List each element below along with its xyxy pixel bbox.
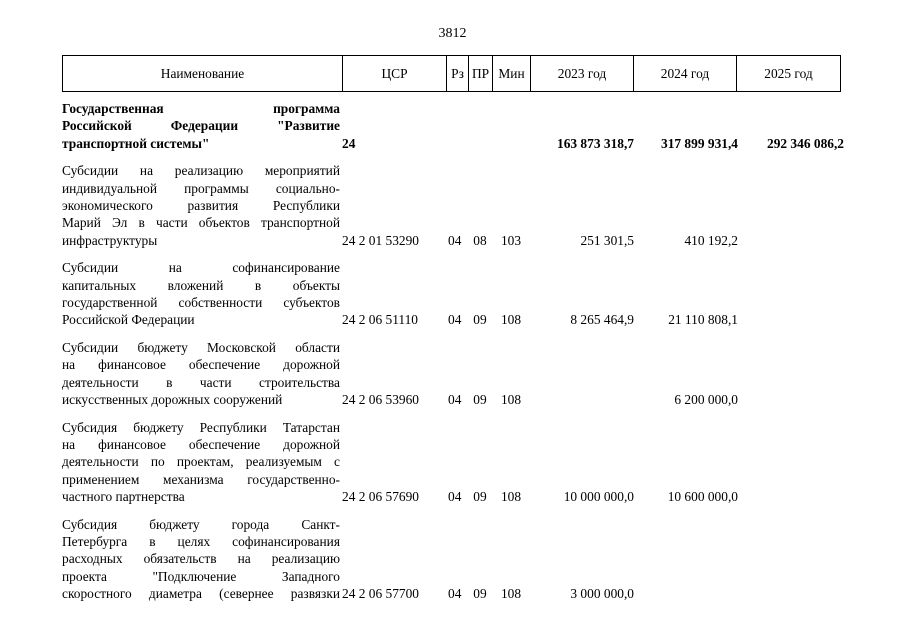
header-name: Наименование [63, 56, 343, 92]
row-name-line: деятельности в части строительства [62, 374, 340, 390]
row-2024: 21 110 808,1 [668, 312, 738, 328]
table-row [62, 162, 844, 249]
row-name-line: капитальных вложений в объекты [62, 277, 340, 293]
row-rz: 04 [448, 586, 462, 602]
row-csr: 24 2 01 53290 [342, 232, 419, 248]
row-2023: 163 873 318,7 [557, 135, 634, 151]
row-name [62, 162, 340, 249]
row-name [62, 419, 340, 506]
row-name-line: экономического развития Республики [62, 198, 340, 214]
table-row [62, 259, 844, 329]
row-min: 108 [500, 312, 522, 328]
header-pr: ПР [469, 56, 493, 92]
header-csr: ЦСР [343, 56, 447, 92]
row-name-line: применением механизма государственно- [62, 471, 340, 487]
row-name [62, 100, 340, 152]
row-min: 108 [500, 586, 522, 602]
row-csr: 24 [342, 135, 356, 151]
row-pr: 09 [473, 392, 487, 408]
row-2023: 251 301,5 [580, 232, 634, 248]
row-name-line: индивидуальной программы социально- [62, 180, 340, 196]
row-name-line: на финансовое обеспечение дорожной [62, 436, 340, 452]
row-name-line: Государственная программа [62, 101, 340, 116]
row-pr: 09 [473, 312, 487, 328]
row-min: 108 [500, 392, 522, 408]
header-2023: 2023 год [531, 56, 634, 92]
row-2025: 292 346 086,2 [767, 135, 844, 151]
row-name-line: Субсидии на реализацию мероприятий [62, 163, 340, 179]
header-min: Мин [493, 56, 531, 92]
row-rz: 04 [448, 489, 462, 505]
row-name-line: проекта "Подключение Западного [62, 568, 340, 584]
row-name-line: Российской Федерации "Развитие [62, 118, 340, 134]
row-name-line: скоростного диаметра (севернее развязки [62, 586, 340, 602]
row-2024: 10 600 000,0 [667, 489, 738, 505]
table-body [62, 100, 844, 613]
row-rz: 04 [448, 392, 462, 408]
table-row [62, 419, 844, 506]
row-rz: 04 [448, 232, 462, 248]
row-2023: 3 000 000,0 [570, 586, 634, 602]
row-rz: 04 [448, 312, 462, 328]
table-row [62, 516, 844, 603]
row-2024: 410 192,2 [684, 232, 738, 248]
header-2024: 2024 год [634, 56, 737, 92]
row-name-line: расходных обязательств на реализацию [62, 551, 340, 567]
table-header [62, 55, 841, 92]
row-pr: 08 [473, 232, 487, 248]
row-name-line: частного партнерства [62, 489, 185, 505]
row-name-line: Субсидии бюджету Московской области [62, 339, 340, 355]
row-name-line: Субсидии на софинансирование [62, 260, 340, 276]
row-csr: 24 2 06 57700 [342, 586, 419, 602]
row-pr: 09 [473, 586, 487, 602]
page-number: 3812 [438, 26, 467, 41]
row-2024: 317 899 931,4 [661, 135, 738, 151]
row-name-line: деятельности по проектам, реализуемым с [62, 454, 340, 470]
row-csr: 24 2 06 57690 [342, 489, 419, 505]
header-2025: 2025 год [737, 56, 841, 92]
row-name-line: инфраструктуры [62, 232, 158, 248]
row-name-line: государственной собственности субъектов [62, 295, 340, 311]
row-name [62, 259, 340, 329]
row-min: 103 [500, 232, 522, 248]
row-name-line: Субсидия бюджету города Санкт- [62, 516, 340, 532]
row-name [62, 339, 340, 409]
header-rz: Рз [447, 56, 469, 92]
table-row [62, 339, 844, 409]
row-name-line: Марий Эл в части объектов транспортной [62, 215, 340, 231]
row-2023: 8 265 464,9 [570, 312, 634, 328]
row-min: 108 [500, 489, 522, 505]
row-name-line: Субсидия бюджету Республики Татарстан [62, 419, 340, 435]
row-2023: 10 000 000,0 [563, 489, 634, 505]
row-name-line: Петербурга в целях софинансирования [62, 533, 340, 549]
row-name-line: транспортной системы" [62, 135, 210, 151]
row-csr: 24 2 06 53960 [342, 392, 419, 408]
row-csr: 24 2 06 51110 [342, 312, 419, 328]
table-row [62, 100, 844, 152]
row-name-line: искусственных дорожных сооружений [62, 392, 283, 408]
row-pr: 09 [473, 489, 487, 505]
row-name-line: Российской Федерации [62, 312, 195, 328]
row-name-line: на финансовое обеспечение дорожной [62, 357, 340, 373]
row-name [62, 516, 340, 603]
row-2024: 6 200 000,0 [674, 392, 738, 408]
